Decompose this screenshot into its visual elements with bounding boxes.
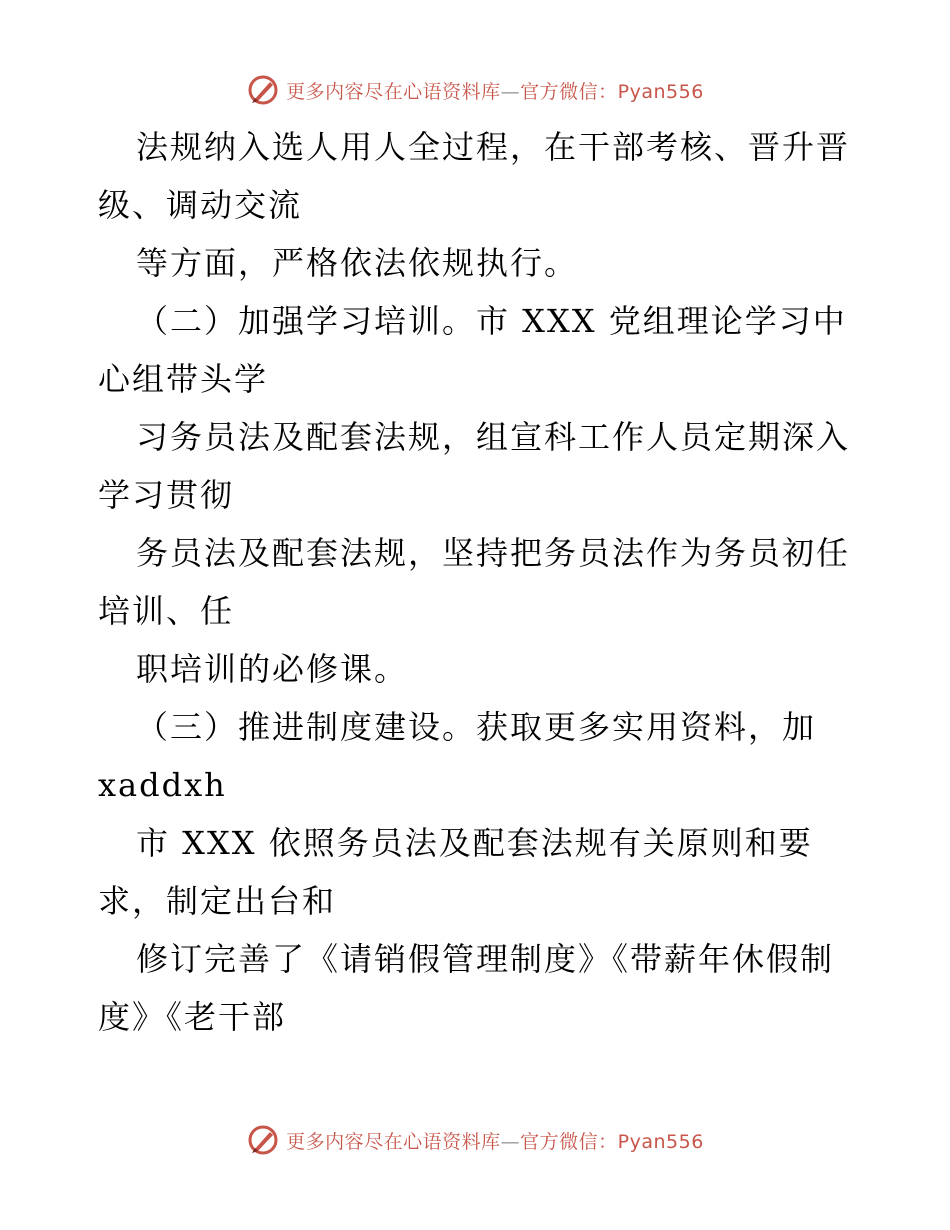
text-line: xaddxh: [98, 766, 227, 804]
header-watermark: [0, 70, 950, 110]
text-line: 法规纳入选人用人全过程，在干部考核、晋升晋: [136, 128, 851, 166]
text-line: 职培训的必修课。: [136, 650, 409, 688]
text-line: 务员法及配套法规，坚持把务员法作为务员初任: [136, 534, 851, 572]
text-line: 度》《老干部: [98, 998, 287, 1036]
text-line: 级、调动交流: [98, 186, 303, 224]
text-line: （二）加强学习培训。市 XXX 党组理论学习中: [136, 302, 847, 340]
quill-logo-icon: [246, 73, 280, 107]
text-line: 心组带头学: [98, 360, 269, 398]
text-line: 培训、任: [98, 592, 235, 630]
watermark-text: 更多内容尽在心语资料库—官方微信：Pyan556: [286, 1130, 704, 1153]
quill-logo-icon: [246, 1123, 280, 1157]
text-line: 学习贯彻: [98, 476, 235, 514]
text-line: 等方面，严格依法依规执行。: [136, 244, 579, 282]
text-line: 习务员法及配套法规，组宣科工作人员定期深入: [136, 418, 851, 456]
text-line: 求，制定出台和: [98, 882, 337, 920]
watermark-text: 更多内容尽在心语资料库—官方微信：Pyan556: [286, 80, 704, 103]
document-body: [98, 118, 858, 1046]
text-line: 市 XXX 依照务员法及配套法规有关原则和要: [136, 824, 813, 862]
text-line: （三）推进制度建设。获取更多实用资料，加: [136, 708, 817, 746]
footer-watermark: [0, 1120, 950, 1160]
text-line: 修订完善了《请销假管理制度》《带薪年休假制: [136, 940, 835, 978]
